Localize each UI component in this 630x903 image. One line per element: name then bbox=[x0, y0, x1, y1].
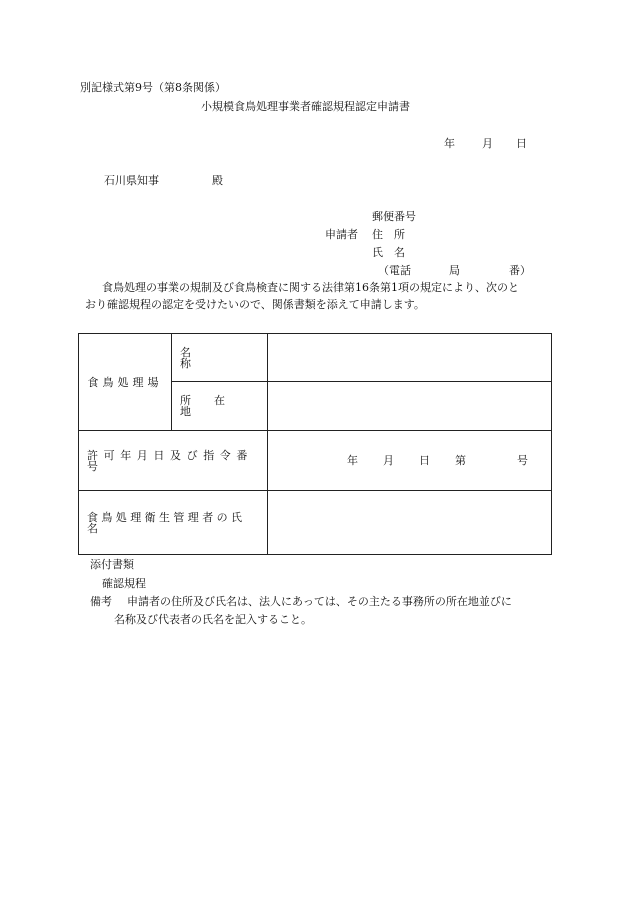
plant-label: 食鳥処理場 bbox=[87, 375, 163, 389]
permit-dai-label: 第 bbox=[455, 454, 466, 467]
manager-label-cell bbox=[79, 491, 268, 555]
phone-exchange-label: 局 bbox=[449, 264, 460, 277]
plant-name-label: 名称 bbox=[180, 345, 253, 370]
phone-number-label: 番） bbox=[509, 264, 531, 277]
plant-location-field[interactable] bbox=[268, 382, 552, 431]
postal-code-label: 郵便番号 bbox=[372, 210, 416, 223]
attachments-label: 添付書類 bbox=[90, 558, 134, 571]
remarks-line-1: 申請者の住所及び氏名は、法人にあっては、その主たる事務所の所在地並びに bbox=[127, 595, 512, 608]
plant-location-label-cell bbox=[172, 382, 268, 431]
permit-label: 許可年月日及び指令番号 bbox=[87, 448, 253, 473]
attachment-item: 確認規程 bbox=[102, 577, 146, 590]
plant-name-field[interactable] bbox=[268, 334, 552, 382]
plant-label-cell bbox=[79, 334, 172, 431]
applicant-role-label: 申請者 bbox=[325, 228, 358, 241]
applicant-address-label: 住 所 bbox=[372, 228, 405, 241]
manager-name-field[interactable] bbox=[268, 491, 552, 555]
date-year-label: 年 bbox=[444, 137, 455, 150]
addressee-name: 石川県知事 bbox=[104, 174, 159, 187]
application-form-table bbox=[78, 333, 552, 555]
plant-location-label: 所在地 bbox=[180, 394, 248, 418]
permit-go-label: 号 bbox=[517, 454, 528, 467]
remarks-line-2: 名称及び代表者の氏名を記入すること。 bbox=[114, 613, 312, 626]
permit-label-cell bbox=[79, 431, 268, 491]
permit-month-label: 月 bbox=[383, 454, 394, 467]
date-day-label: 日 bbox=[516, 137, 527, 150]
body-line-1: 食鳥処理の事業の規制及び食鳥検査に関する法律第16条第1項の規定により、次のと bbox=[102, 281, 519, 294]
applicant-name-label: 氏 名 bbox=[372, 246, 405, 259]
permit-field[interactable] bbox=[268, 431, 552, 491]
date-month-label: 月 bbox=[482, 137, 493, 150]
permit-day-label: 日 bbox=[419, 454, 430, 467]
phone-open-label: （電話 bbox=[378, 264, 411, 277]
addressee-honorific: 殿 bbox=[212, 174, 223, 187]
document-title: 小規模食鳥処理事業者確認規程認定申請書 bbox=[201, 100, 410, 113]
body-line-2: おり確認規程の認定を受けたいので、関係書類を添えて申請します。 bbox=[85, 298, 425, 311]
plant-name-label-cell bbox=[172, 334, 268, 382]
permit-year-label: 年 bbox=[347, 454, 358, 467]
manager-label: 食鳥処理衛生管理者の氏名 bbox=[87, 510, 246, 535]
remarks-label: 備考 bbox=[90, 595, 112, 608]
form-number: 別記様式第9号（第8条関係） bbox=[80, 81, 226, 94]
